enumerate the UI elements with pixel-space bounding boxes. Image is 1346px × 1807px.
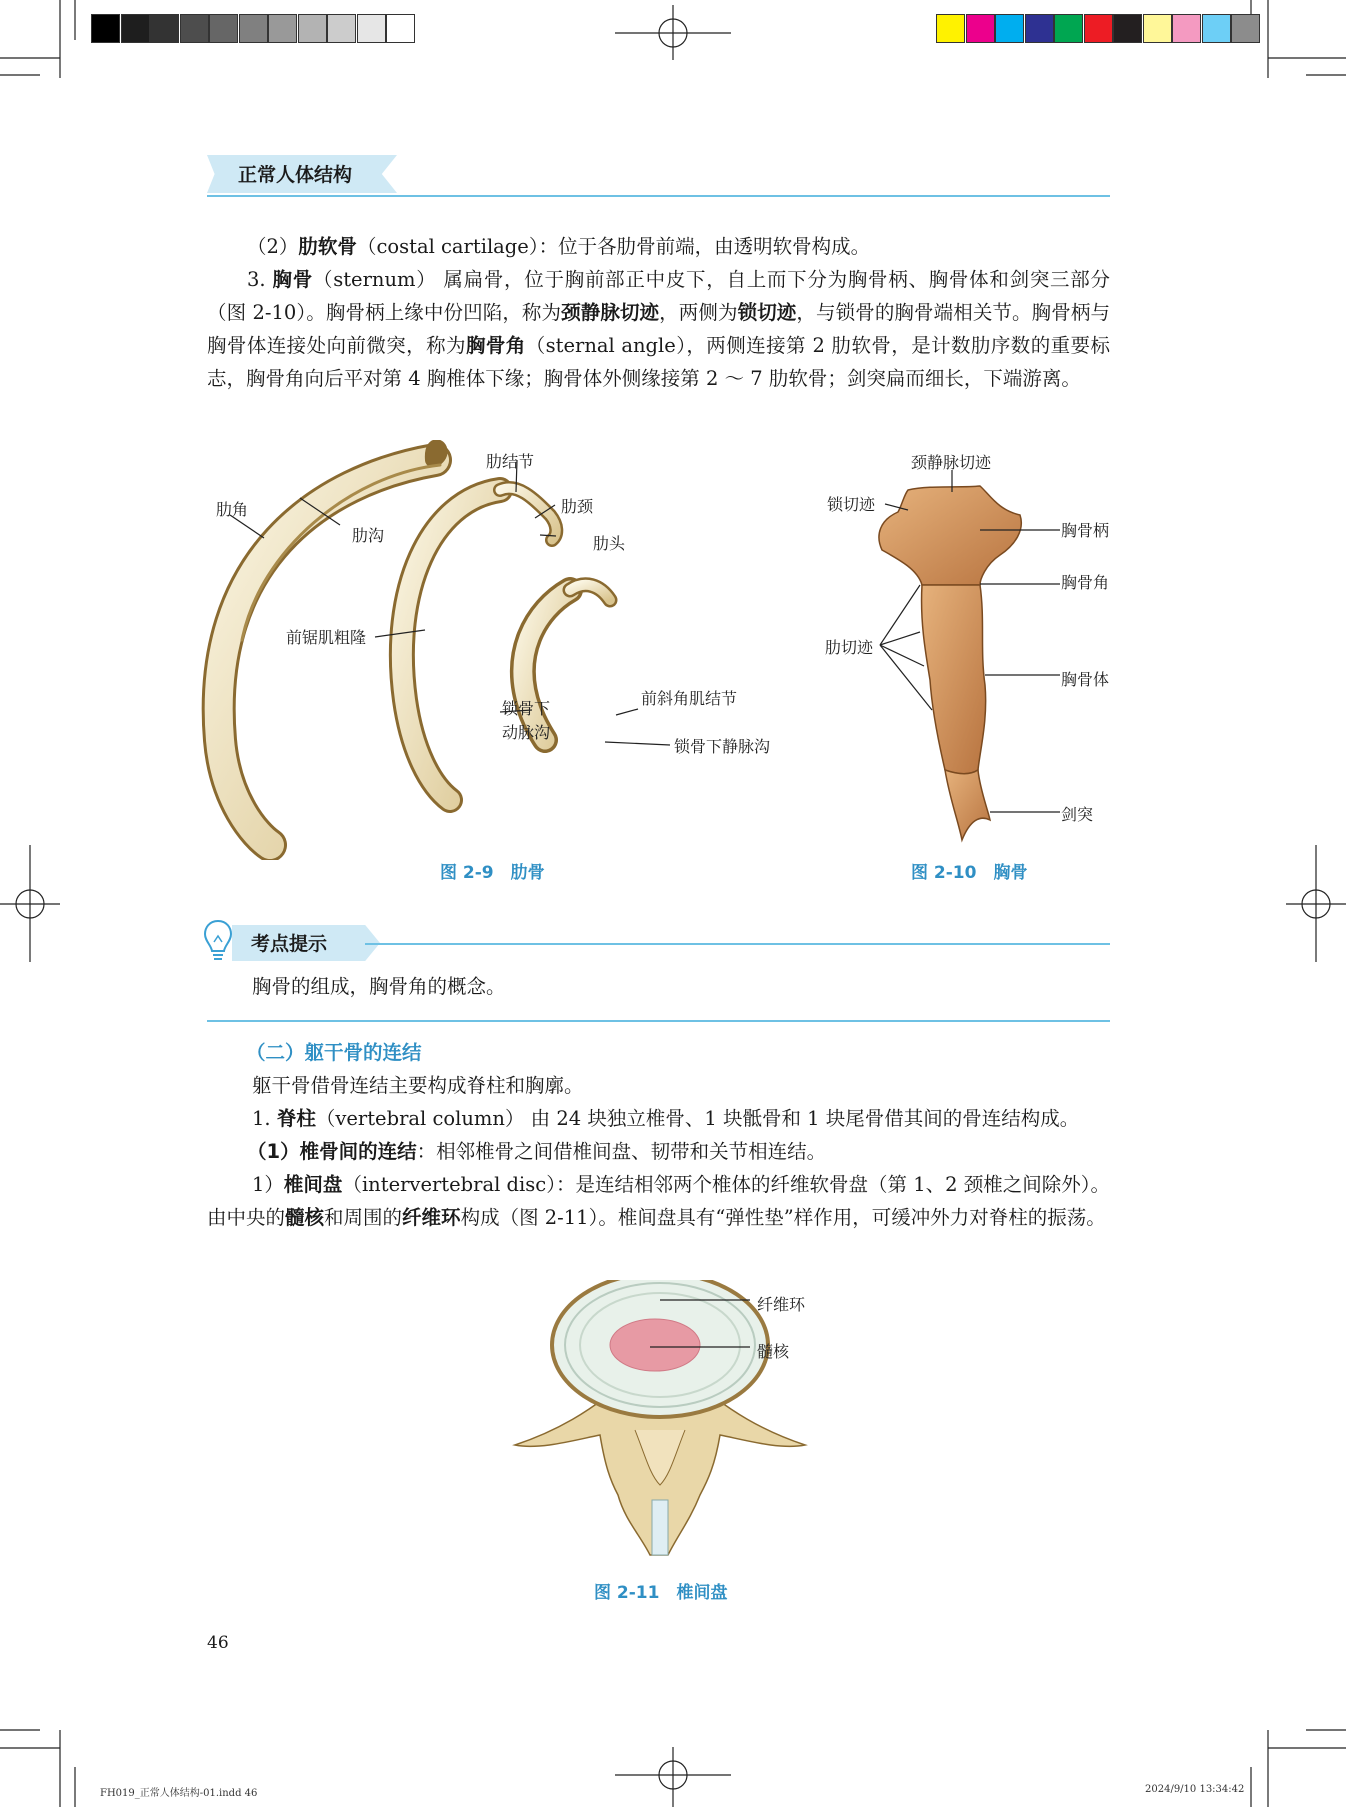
sternum-xiphoid xyxy=(945,770,990,840)
fig29-label-costal-groove: 肋沟 xyxy=(352,526,385,545)
color-swatch xyxy=(121,14,150,43)
fig210-label-xiphoid: 剑突 xyxy=(1061,805,1094,824)
fig29-label-neck: 肋颈 xyxy=(561,497,594,516)
footer-timestamp: 2024/9/10 13:34:42 xyxy=(1145,1784,1245,1795)
fig29-label-subclavian-artery-1: 锁骨下 xyxy=(502,699,551,718)
fig29-label-serratus: 前锯肌粗隆 xyxy=(286,628,367,647)
color-swatch xyxy=(386,14,415,43)
color-swatch xyxy=(91,14,120,43)
color-swatch xyxy=(1202,14,1231,43)
figure-ribs-illustration xyxy=(200,440,800,860)
paragraph-costal-cartilage: （2）肋软骨（costal cartilage）：位于各肋骨前端，由透明软骨构成。 xyxy=(247,235,871,258)
tip-text: 胸骨的组成，胸骨角的概念。 xyxy=(252,975,506,998)
color-swatch xyxy=(936,14,965,43)
color-swatch xyxy=(1143,14,1172,43)
color-swatch xyxy=(180,14,209,43)
paragraph-intervertebral-disc: 1）椎间盘（intervertebral disc）：是连结相邻两个椎体的纤维软骨盘（第 1、2 颈椎之间除外）。由中央的髓核和周围的纤维环构成（图 2-11）。椎间盘具有“弹性垫”样作用，可缓冲外力对脊柱的振荡。 xyxy=(207,1173,1110,1229)
running-header-title: 正常人体结构 xyxy=(238,164,353,186)
fig210-label-body: 胸骨体 xyxy=(1061,670,1110,689)
fig29-label-head: 肋头 xyxy=(593,534,626,553)
fig210-label-costal-notch: 肋切迹 xyxy=(825,638,874,657)
color-swatch xyxy=(150,14,179,43)
paragraph-vertebral-column: 1. 脊柱（vertebral column） 由 24 块独立椎骨、1 块骶骨和 1 块尾骨借其间的骨连结构成。 xyxy=(252,1107,1080,1130)
color-swatch xyxy=(995,14,1024,43)
fig29-caption: 图 2-9 肋骨 xyxy=(440,863,545,883)
page-number: 46 xyxy=(207,1633,229,1653)
tip-top-rule xyxy=(365,943,1110,945)
color-swatch xyxy=(239,14,268,43)
fig29-label-subclavian-artery-2: 动脉沟 xyxy=(502,723,551,742)
tip-title: 考点提示 xyxy=(251,933,328,955)
fig211-caption: 图 2-11 椎间盘 xyxy=(594,1583,728,1603)
fig29-label-tubercle: 肋结节 xyxy=(486,452,535,471)
nucleus-pulposus xyxy=(610,1319,700,1371)
figure-disc-illustration xyxy=(500,1280,830,1570)
color-swatch xyxy=(357,14,386,43)
fig210-label-jugular: 颈静脉切迹 xyxy=(911,453,992,472)
color-swatch xyxy=(268,14,297,43)
color-swatch xyxy=(327,14,356,43)
section-heading: （二）躯干骨的连结 xyxy=(246,1041,422,1064)
fig210-label-manubrium: 胸骨柄 xyxy=(1061,521,1110,540)
paragraph-intervertebral-joints: （1）椎骨间的连结：相邻椎骨之间借椎间盘、韧带和关节相连结。 xyxy=(247,1140,827,1163)
footer-file: FH019_正常人体结构-01.indd 46 xyxy=(100,1788,258,1799)
fig29-label-scalene: 前斜角肌结节 xyxy=(641,689,738,708)
sternum-manubrium xyxy=(879,486,1021,585)
color-swatch xyxy=(1231,14,1260,43)
tip-bottom-rule xyxy=(207,1020,1110,1022)
color-swatch xyxy=(298,14,327,43)
fig210-label-angle: 胸骨角 xyxy=(1061,573,1110,592)
color-swatch xyxy=(209,14,238,43)
color-swatch xyxy=(1084,14,1113,43)
sternum-body xyxy=(922,585,986,774)
paragraph-trunk-joints: 躯干骨借骨连结主要构成脊柱和胸廓。 xyxy=(252,1074,584,1097)
fig210-label-clavicular: 锁切迹 xyxy=(827,495,876,514)
color-swatch xyxy=(1172,14,1201,43)
color-swatch xyxy=(1113,14,1142,43)
color-swatch xyxy=(1054,14,1083,43)
fig211-label-nucleus: 髓核 xyxy=(757,1342,790,1361)
color-swatch xyxy=(1025,14,1054,43)
lightbulb-icon xyxy=(203,918,233,966)
header-rule xyxy=(207,195,1110,197)
fig210-caption: 图 2-10 胸骨 xyxy=(911,863,1028,883)
color-swatch xyxy=(966,14,995,43)
fig211-label-annulus: 纤维环 xyxy=(757,1295,806,1314)
fig29-label-subclavian-vein: 锁骨下静脉沟 xyxy=(674,737,771,756)
fig29-label-rib-angle: 肋角 xyxy=(216,500,249,519)
paragraph-sternum: 3. 胸骨（sternum） 属扁骨，位于胸前部正中皮下，自上而下分为胸骨柄、胸骨体和剑突三部分（图 2-10）。胸骨柄上缘中份凹陷，称为颈静脉切迹，两侧为锁切迹，与锁骨的胸骨端相关节。胸骨柄与胸骨体连接处向前微突，称为胸骨角（sternal angle），两侧连接第 2 肋软骨，是计数肋序数的重要标志，胸骨角向后平对第 4 胸椎体下缘；胸骨体外侧缘接第 2 ～ 7 肋软骨；剑突扁而细长，下端游离。 xyxy=(207,268,1110,390)
